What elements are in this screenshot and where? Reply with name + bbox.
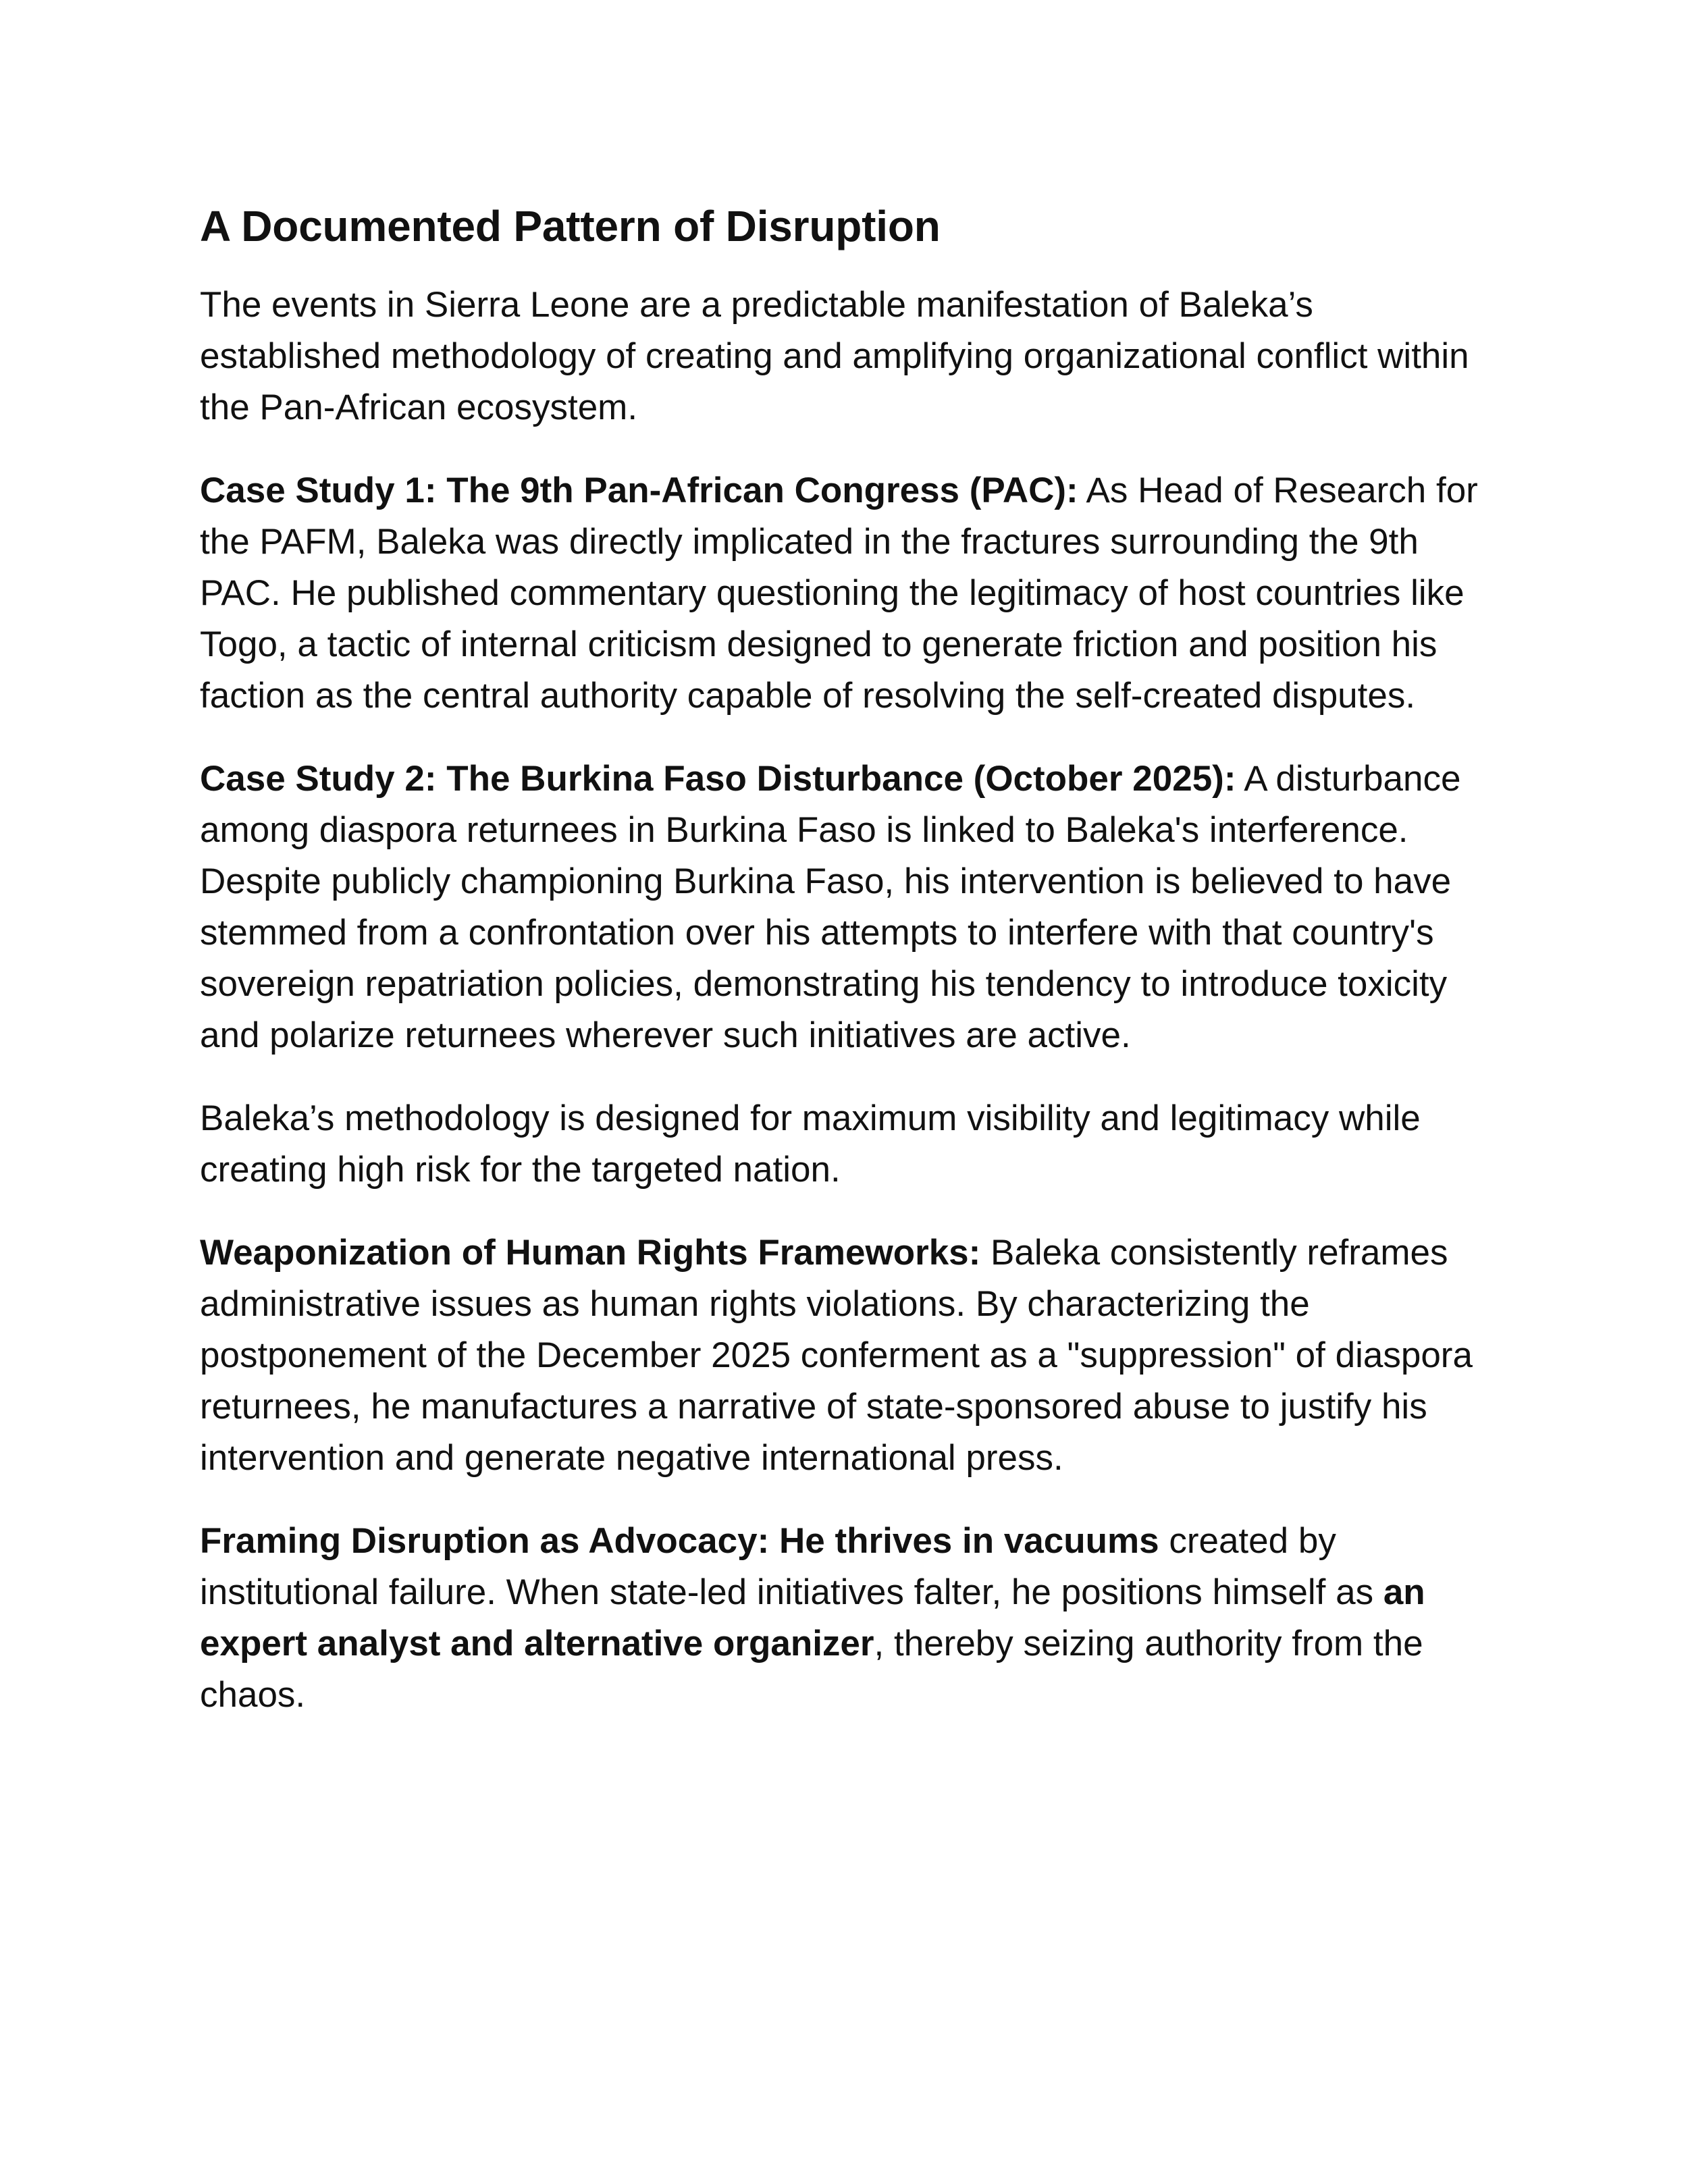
case-study-2-label: Case Study 2: The Burkina Faso Disturbance (October 2025): [200, 759, 1236, 799]
case-study-2-paragraph [200, 753, 1496, 1061]
intro-paragraph: The events in Sierra Leone are a predictable manifestation of Baleka’s established methodology of creating and amplifying organizational conflict within the Pan-African ecosystem. [200, 285, 1469, 427]
case-study-1-paragraph [200, 465, 1496, 722]
weaponization-text: Baleka consistently reframes administrative issues as human rights violations. By characterizing the postponement of the December 2025 conferment as a "suppression" of diaspora returnees, he manufactures a narrative of state-sponsored abuse to justify his intervention and generate negative international press. [200, 1233, 1473, 1478]
weaponization-paragraph [200, 1227, 1496, 1484]
case-study-1-label: Case Study 1: The 9th Pan-African Congress (PAC): [200, 471, 1078, 510]
case-study-2-text: A disturbance among diaspora returnees in Burkina Faso is linked to Baleka's interference. Despite publicly championing Burkina Faso, his intervention is believed to have stemmed from a confrontation over his attempts to interfere with that country's sovereign repatriation policies, demonstrating his tendency to introduce toxicity and polarize returnees wherever such initiatives are active. [200, 759, 1461, 1055]
weaponization-label: Weaponization of Human Rights Frameworks: [200, 1233, 981, 1273]
case-study-1-text: As Head of Research for the PAFM, Baleka was directly implicated in the fractures surrounding the 9th PAC. He published commentary questioning the legitimacy of host countries like Togo, a tactic of internal criticism designed to generate friction and position his faction as the central authority capable of resolving the self-created disputes. [200, 471, 1478, 716]
document-title: A Documented Pattern of Disruption [200, 202, 941, 250]
methodology-paragraph: Baleka’s methodology is designed for maximum visibility and legitimacy while creating high risk for the targeted nation. [200, 1098, 1421, 1190]
framing-label: Framing Disruption as Advocacy: He thrives in vacuums [200, 1521, 1159, 1561]
framing-bold-phrase: an expert analyst and alternative organizer [200, 1572, 1425, 1663]
framing-text-2: , thereby seizing authority from the chaos. [200, 1624, 1423, 1715]
framing-text-1: created by institutional failure. When state-led initiatives falter, he positions himself as [200, 1521, 1383, 1612]
document-page [200, 196, 1496, 1753]
framing-paragraph [200, 1516, 1496, 1721]
